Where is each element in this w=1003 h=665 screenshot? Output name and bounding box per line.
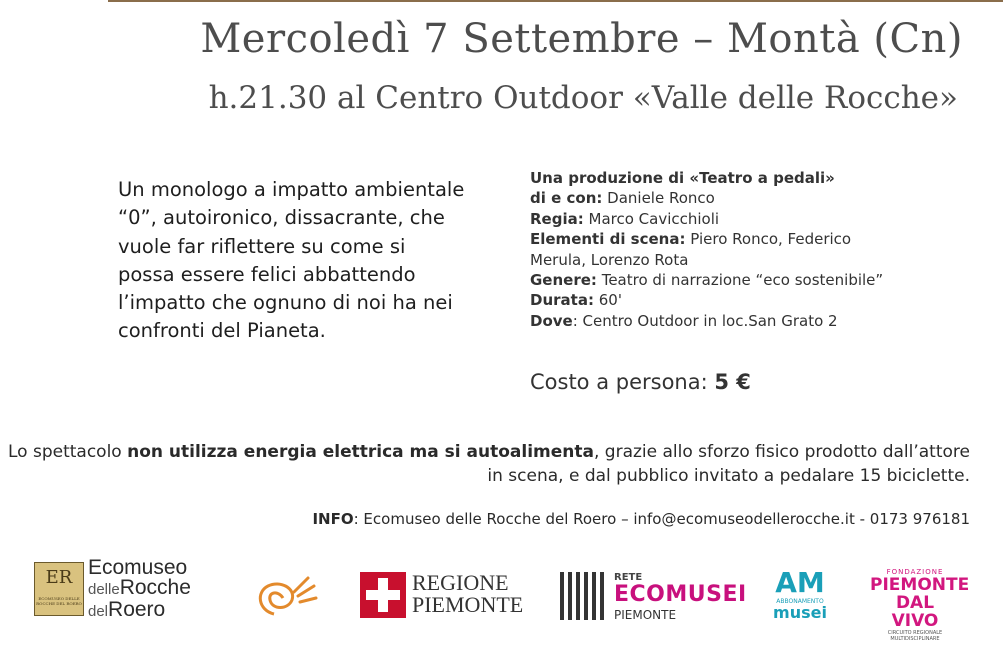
piemonte-dal-vivo-logo: FONDAZIONE PIEMONTE DAL VIVO CIRCUITO REGIONALE MULTIDISCIPLINARE (870, 568, 970, 642)
detail-row: Elementi di scena: Piero Ronco, Federico Merula, Lorenzo Rota (530, 230, 852, 269)
regione-piemonte-logo: REGIONE PIEMONTE (360, 572, 520, 620)
ecomuseo-logo: ER ECOMUSEO DELLE ROCCHE DEL ROERO Ecomuseo delleRocche delRoero (34, 560, 224, 618)
detail-row: di e con: Daniele Ronco (530, 189, 715, 208)
production-credit: Una produzione di «Teatro a pedali» (530, 169, 835, 187)
event-description: Un monologo a impatto ambientale “0”, autoironico, dissacrante, che vuole far riflettere su come si possa essere felici abbattendo l’impatto che ognuno di noi ha nei confronti del Pianeta. (118, 178, 465, 343)
detail-row: Genere: Teatro di narrazione “eco sostenibile” (530, 271, 884, 290)
cost-per-person: Costo a persona: 5 € (530, 370, 751, 394)
detail-row: Regia: Marco Cavicchioli (530, 209, 720, 228)
piemonte-cross-icon (360, 572, 406, 618)
abbonamento-musei-logo: AM ABBONAMENTO musei (773, 566, 827, 622)
detail-row: Dove: Centro Outdoor in loc.San Grato 2 (530, 311, 838, 330)
qr-code-icon (560, 572, 608, 620)
rete-ecomusei-logo: RETE ECOMUSEI PIEMONTE (560, 572, 730, 628)
energy-note: Lo spettacolo non utilizza energia elettrica ma si autoalimenta, grazie allo sforzo fisico prodotto dall’attore in scena, e dal pubblico invitato a pedalare 15 biciclette. (8, 442, 970, 486)
event-time-location: h.21.30 al Centro Outdoor «Valle delle Rocche» (208, 80, 958, 116)
price: 5 € (714, 370, 751, 394)
sponsor-logos (0, 556, 1003, 642)
info-contact: INFO: Ecomuseo delle Rocche del Roero – info@ecomuseodellerocche.it - 0173 976181 (312, 510, 970, 528)
event-date-title: Mercoledì 7 Settembre – Montà (Cn) (200, 16, 963, 62)
swirl-logo-icon (248, 570, 318, 620)
ecomuseo-mark-icon: ER ECOMUSEO DELLE ROCCHE DEL ROERO (34, 562, 84, 616)
top-divider (108, 0, 1003, 2)
detail-row: Durata: 60' (530, 291, 622, 310)
event-details (530, 168, 910, 331)
